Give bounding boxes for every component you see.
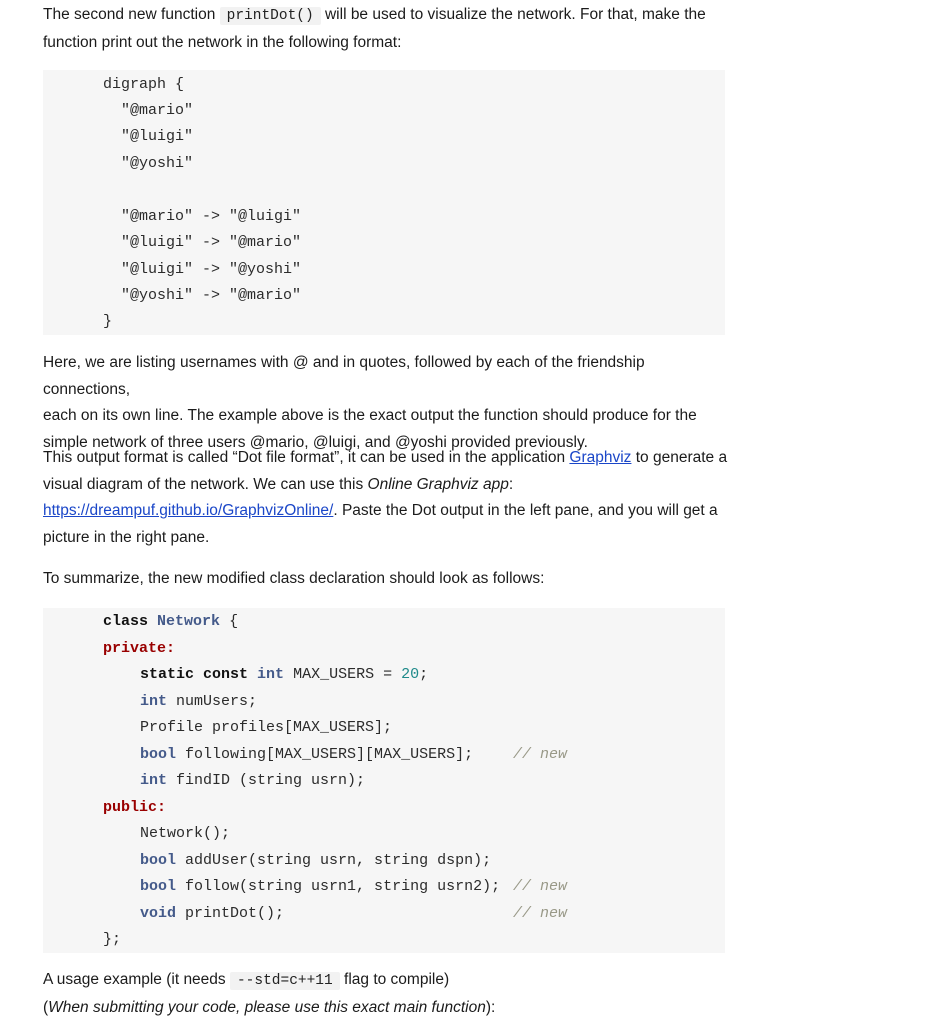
code-line-findid xyxy=(140,772,365,789)
graphviz-link[interactable]: Graphviz xyxy=(569,449,632,466)
code-line-edge: "@mario" -> "@luigi" xyxy=(121,208,302,225)
code-text: addUser(string usrn, string dspn); xyxy=(185,852,492,869)
code-line-adduser xyxy=(140,852,491,869)
brace: { xyxy=(229,613,239,630)
text: . Paste the Dot output in the left pane, and you will get a xyxy=(333,502,718,519)
code-line-numusers xyxy=(140,693,257,710)
emphasis-text: Online Graphviz app xyxy=(367,475,509,493)
code-text: Profile profiles[MAX_USERS]; xyxy=(140,719,393,736)
graphviz-online-link[interactable]: https://dreampuf.github.io/GraphvizOnline/ xyxy=(43,502,334,519)
paragraph-printdot-intro xyxy=(43,2,733,56)
code-line-private xyxy=(103,640,175,657)
code-text: follow(string usrn1, string usrn2); xyxy=(185,878,501,895)
code-text: printDot(); xyxy=(185,905,285,922)
type-void: void xyxy=(140,905,177,922)
text: function print out the network in the following format: xyxy=(43,33,402,51)
code-line-printdot xyxy=(140,905,284,922)
text: A usage example (it needs xyxy=(43,971,226,988)
paragraph-dot-format xyxy=(43,445,733,551)
code-line-edge: "@luigi" -> "@yoshi" xyxy=(121,261,302,278)
class-name: Network xyxy=(157,613,221,630)
text: picture in the right pane. xyxy=(43,528,210,546)
code-line-profiles xyxy=(140,719,392,736)
code-line-constructor xyxy=(140,825,230,842)
type-int: int xyxy=(257,666,285,683)
text: will be used to visualize the network. For that, make the xyxy=(324,6,706,23)
type-int: int xyxy=(140,693,168,710)
text: visual diagram of the network. We can use this xyxy=(43,475,364,493)
code-line-digraph-close: } xyxy=(103,313,113,330)
inline-code-printdot: printDot() xyxy=(220,7,321,25)
type-bool: bool xyxy=(140,878,177,895)
text: : xyxy=(508,475,514,493)
inline-code-std-flag: --std=c++11 xyxy=(230,972,340,990)
code-line-edge: "@yoshi" -> "@mario" xyxy=(121,287,302,304)
access-private: private: xyxy=(103,640,176,657)
paragraph-explanation xyxy=(43,350,733,456)
code-line-class-decl xyxy=(103,613,238,630)
type-int: int xyxy=(140,772,168,789)
class-code-block xyxy=(43,608,725,953)
code-text: following[MAX_USERS][MAX_USERS]; xyxy=(185,746,474,763)
paragraph-usage-example xyxy=(43,967,733,1021)
text: to generate a xyxy=(635,449,728,466)
code-text: numUsers; xyxy=(176,693,258,710)
code-line-digraph-open: digraph { xyxy=(103,76,185,93)
code-comment-new: // new xyxy=(513,746,568,763)
text: The second new function xyxy=(43,6,216,23)
code-text: Network(); xyxy=(140,825,231,842)
paragraph-summary xyxy=(43,566,733,593)
code-line-end: }; xyxy=(103,931,122,948)
code-line-max-users xyxy=(140,666,428,683)
type-bool: bool xyxy=(140,746,177,763)
keyword-static-const: static const xyxy=(140,666,249,683)
keyword-class: class xyxy=(103,613,149,630)
code-line-follow xyxy=(140,878,500,895)
access-public: public: xyxy=(103,799,167,816)
text: ( xyxy=(43,998,49,1016)
text: flag to compile) xyxy=(344,971,450,988)
type-bool: bool xyxy=(140,852,177,869)
code-line-node: "@luigi" xyxy=(121,128,194,145)
code-comment-new: // new xyxy=(513,878,568,895)
code-line-node: "@yoshi" xyxy=(121,155,194,172)
code-line-edge: "@luigi" -> "@mario" xyxy=(121,234,302,251)
number-literal: 20 xyxy=(401,666,420,683)
code-text: ; xyxy=(419,666,429,683)
code-text: MAX_USERS = xyxy=(293,666,402,683)
text: Here, we are listing usernames with @ and in quotes, followed by each of the friendship connections, xyxy=(43,354,645,398)
dot-code-block xyxy=(43,70,725,335)
emphasis-text: When submitting your code, please use this exact main function xyxy=(48,998,486,1016)
text: simple network of three users @mario, @luigi, and @yoshi provided previously. xyxy=(43,433,588,451)
text: each on its own line. The example above is the exact output the function should produce for the xyxy=(43,407,697,424)
text: ): xyxy=(485,998,496,1016)
code-line-node: "@mario" xyxy=(121,102,194,119)
code-line-following xyxy=(140,746,473,763)
code-text: findID (string usrn); xyxy=(176,772,366,789)
text: This output format is called “Dot file format”, it can be used in the application xyxy=(43,449,566,466)
text: To summarize, the new modified class declaration should look as follows: xyxy=(43,570,545,587)
code-comment-new: // new xyxy=(513,905,568,922)
code-line-public xyxy=(103,799,166,816)
